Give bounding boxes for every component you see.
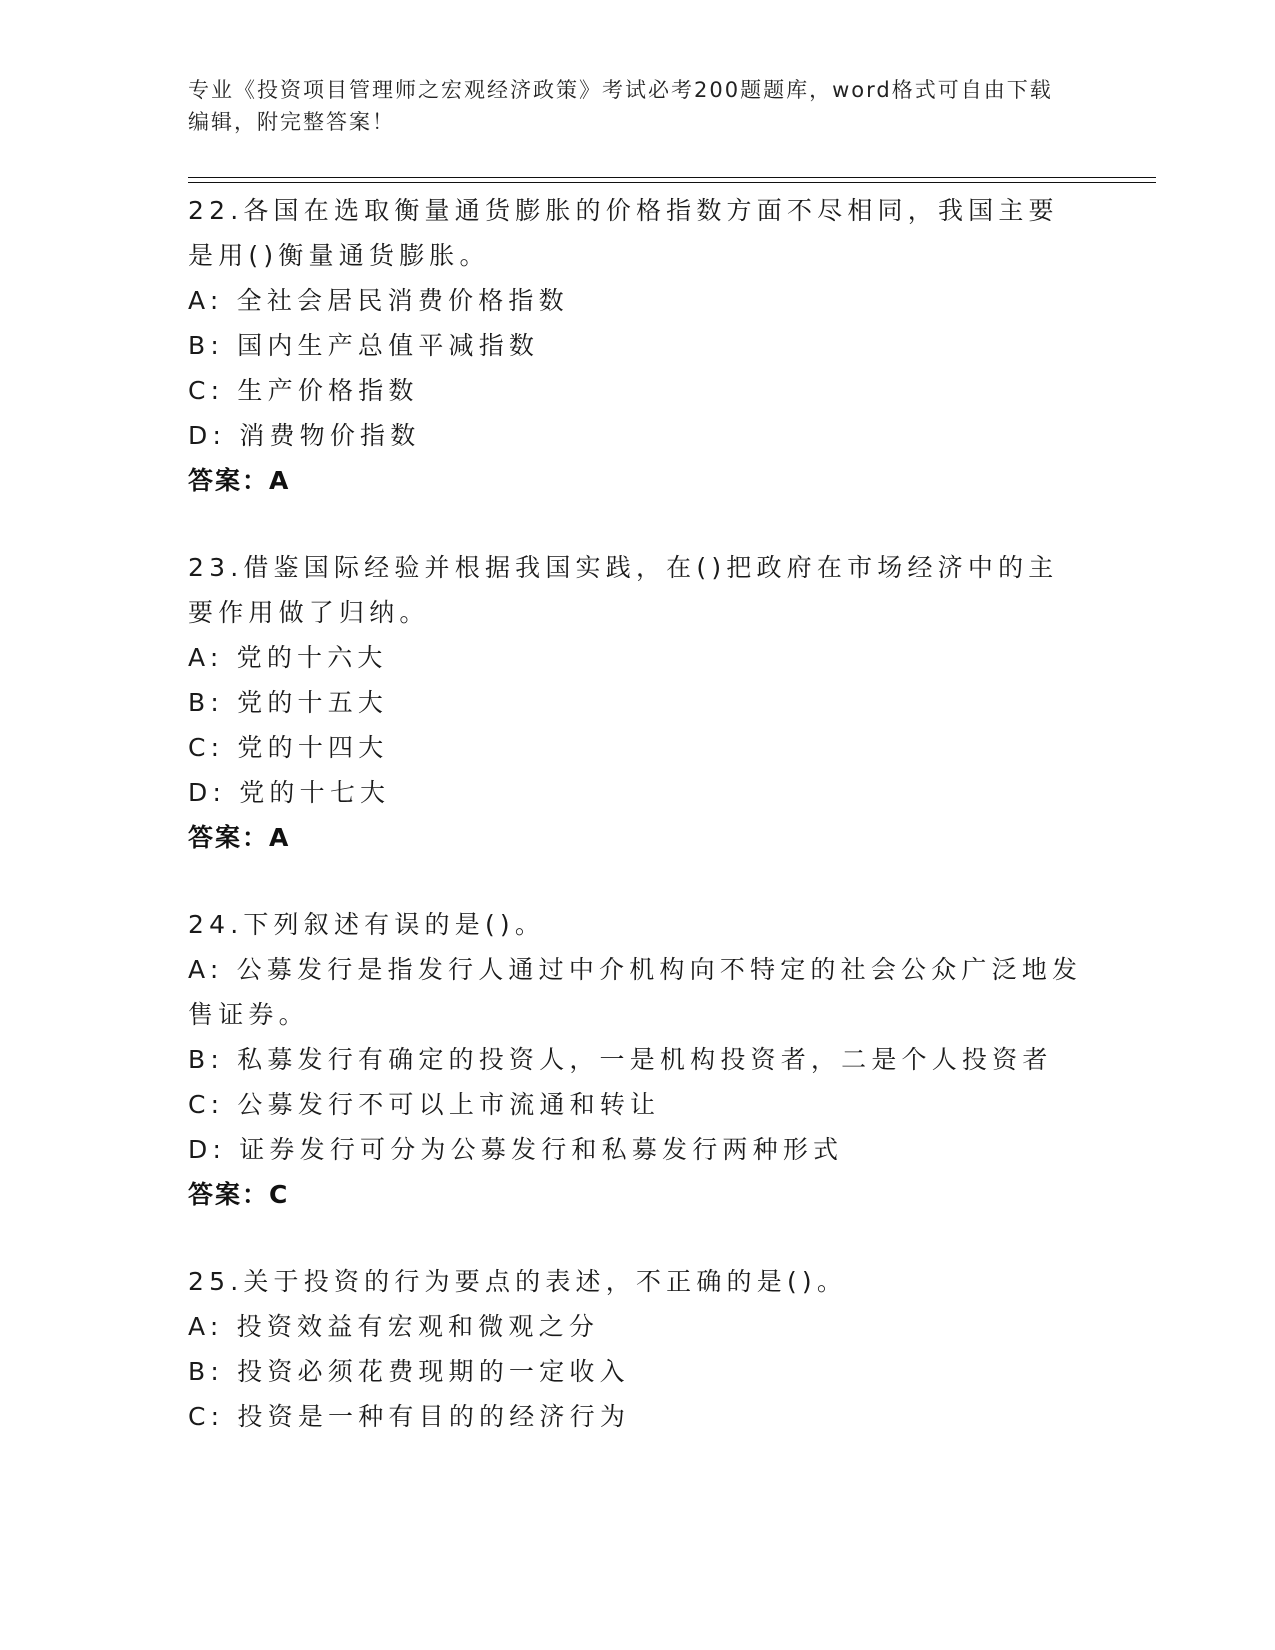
question-item: [188, 902, 1088, 1217]
option-c: C: 投资是一种有目的的经济行为: [188, 1402, 631, 1431]
option-c: C: 生产价格指数: [188, 376, 419, 405]
option-c: C: 公募发行不可以上市流通和转让: [188, 1090, 661, 1119]
question-item: [188, 545, 1088, 860]
question-list: [188, 188, 1088, 1481]
question-item: [188, 188, 1088, 503]
question-stem: 25.关于投资的行为要点的表述，不正确的是()。: [188, 1267, 848, 1296]
header-rule-bottom: [188, 182, 1156, 183]
option-d: D: 消费物价指数: [188, 421, 421, 450]
option-a: A: 全社会居民消费价格指数: [188, 286, 569, 315]
answer-line: 答案：A: [188, 823, 291, 852]
document-header: 专业《投资项目管理师之宏观经济政策》考试必考200题题库，word格式可自由下载编辑，附完整答案！: [188, 78, 1053, 134]
option-b: B: 私募发行有确定的投资人，一是机构投资者，二是个人投资者: [188, 1045, 1053, 1074]
header-rule-top: [188, 177, 1156, 178]
answer-line: 答案：A: [188, 466, 291, 495]
answer-line: 答案：C: [188, 1180, 290, 1209]
question-stem: 22.各国在选取衡量通货膨胀的价格指数方面不尽相同，我国主要是用()衡量通货膨胀。: [188, 196, 1059, 270]
option-a: A: 投资效益有宏观和微观之分: [188, 1312, 600, 1341]
question-stem: 23.借鉴国际经验并根据我国实践，在()把政府在市场经济中的主要作用做了归纳。: [188, 553, 1059, 627]
option-a: A: 党的十六大: [188, 643, 388, 672]
option-b: B: 国内生产总值平减指数: [188, 331, 540, 360]
question-stem: 24.下列叙述有误的是()。: [188, 910, 546, 939]
option-d: D: 证券发行可分为公募发行和私募发行两种形式: [188, 1135, 844, 1164]
question-item: [188, 1259, 1088, 1439]
option-d: D: 党的十七大: [188, 778, 391, 807]
option-b: B: 党的十五大: [188, 688, 389, 717]
option-b: B: 投资必须花费现期的一定收入: [188, 1357, 630, 1386]
option-c: C: 党的十四大: [188, 733, 389, 762]
option-a: A: 公募发行是指发行人通过中介机构向不特定的社会公众广泛地发售证券。: [188, 955, 1083, 1029]
